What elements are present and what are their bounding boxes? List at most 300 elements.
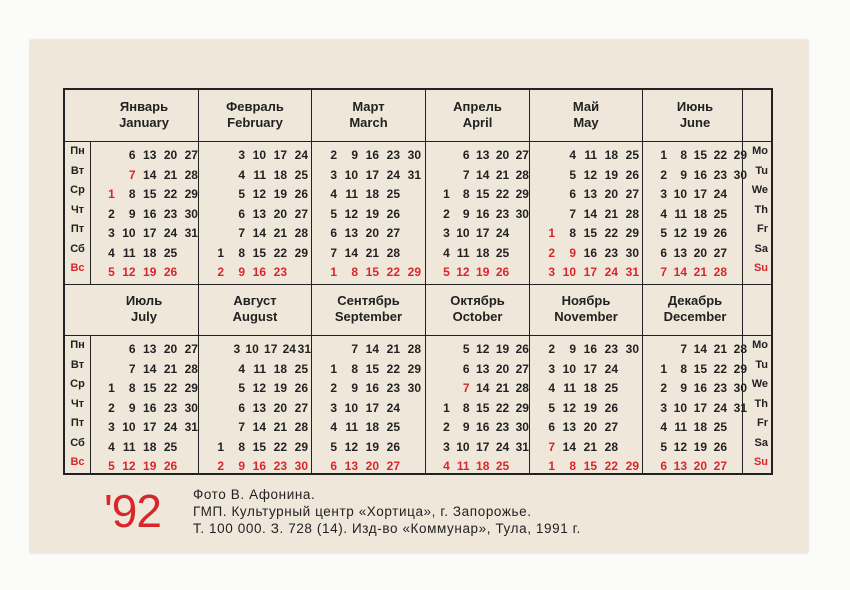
- day-cell: 10: [456, 226, 470, 240]
- week-row: [199, 418, 311, 438]
- day-cell: 18: [476, 459, 490, 473]
- day-cell: 2: [443, 206, 450, 221]
- month-name-ru: Сентябрь: [337, 293, 400, 308]
- day-cell: 17: [583, 361, 597, 376]
- day-cell: 12: [673, 226, 687, 240]
- day-cell: [430, 360, 450, 380]
- day-cell: 27: [294, 400, 308, 415]
- day-cell: 23: [163, 400, 178, 415]
- day-cell: 18: [583, 381, 597, 395]
- day-cell: 9: [238, 459, 245, 473]
- day-cell: 12: [476, 342, 490, 356]
- day-cell: 29: [625, 459, 639, 473]
- weekday-label-ru: Чт: [70, 203, 85, 216]
- day-cell: 4: [238, 167, 245, 182]
- day-cell: [727, 185, 747, 205]
- day-cell: 5: [330, 439, 337, 454]
- week-row: [312, 146, 425, 166]
- imprint-print-run: Т. 100 000. З. 728 (14). Изд-во «Коммунар», Тула, 1991 г.: [193, 521, 581, 536]
- weekday-label-en: Fr: [757, 223, 768, 235]
- day-cell: 30: [294, 459, 308, 473]
- day-cell: 29: [294, 245, 308, 260]
- month-name-en: January: [119, 115, 169, 130]
- day-cell: 4: [238, 361, 245, 376]
- day-cell: 30: [515, 206, 529, 221]
- day-cell: [203, 205, 224, 225]
- day-cell: 5: [238, 381, 245, 395]
- day-cell: 30: [407, 381, 421, 395]
- week-row: [426, 244, 529, 264]
- week-row: [643, 360, 747, 380]
- day-cell: 12: [456, 265, 470, 279]
- day-cell: 29: [733, 361, 747, 376]
- week-row: [530, 263, 642, 283]
- week-row: [90, 263, 198, 283]
- day-cell: 2: [108, 206, 115, 221]
- day-cell: [430, 166, 450, 186]
- month-name-en: June: [679, 115, 711, 130]
- week-row: [426, 399, 529, 419]
- day-cell: 30: [184, 206, 198, 221]
- day-cell: 29: [407, 265, 421, 279]
- month-september: [311, 284, 425, 473]
- weekday-label-en: Tu: [755, 358, 768, 371]
- day-cell: 12: [122, 459, 136, 473]
- day-cell: 20: [604, 187, 618, 201]
- day-cell: 26: [294, 187, 308, 201]
- day-cell: 13: [476, 148, 490, 162]
- day-cell: 22: [495, 187, 510, 201]
- year-mark: '92: [104, 485, 161, 537]
- day-cell: [400, 224, 421, 244]
- day-cell: 26: [495, 265, 510, 279]
- week-row: [426, 185, 529, 205]
- day-cell: 16: [583, 342, 597, 356]
- week-row: [199, 379, 311, 399]
- day-cell: [727, 263, 747, 283]
- day-cell: 16: [476, 420, 490, 434]
- day-cell: 1: [443, 187, 450, 201]
- day-cell: 5: [330, 206, 337, 221]
- imprint: [193, 486, 581, 537]
- day-cell: [618, 438, 639, 458]
- day-cell: 13: [252, 206, 266, 221]
- day-cell: [203, 224, 224, 244]
- month-name-ru: Февраль: [226, 99, 284, 114]
- month-name-en: August: [232, 309, 278, 324]
- month-header: [643, 90, 747, 142]
- day-cell: [400, 418, 421, 438]
- day-cell: 4: [443, 245, 450, 260]
- month-name-en: March: [349, 115, 388, 130]
- day-cell: [534, 146, 555, 166]
- day-cell: 7: [548, 439, 555, 454]
- day-cell: 4: [330, 420, 337, 434]
- week-row: [426, 205, 529, 225]
- week-row: [199, 360, 311, 380]
- day-cell: 19: [143, 265, 157, 279]
- day-cell: [534, 205, 555, 225]
- day-cell: 8: [462, 400, 470, 415]
- day-cell: 12: [344, 439, 358, 454]
- day-cell: 13: [143, 342, 157, 356]
- day-cell: 3: [238, 148, 245, 162]
- day-cell: 17: [273, 148, 287, 162]
- day-cell: 5: [569, 167, 576, 182]
- day-cell: 9: [462, 206, 470, 221]
- week-row: [312, 418, 425, 438]
- day-cell: 16: [143, 206, 157, 221]
- day-cell: 26: [386, 206, 400, 221]
- week-row: [426, 360, 529, 380]
- day-cell: [203, 418, 224, 438]
- day-cell: 23: [273, 459, 287, 473]
- day-cell: 19: [693, 226, 707, 240]
- month-july: [90, 284, 198, 473]
- month-name-ru: Апрель: [453, 99, 502, 114]
- weekday-label-ru: Чт: [70, 397, 85, 410]
- week-row: [643, 340, 747, 360]
- day-cell: 14: [365, 342, 379, 356]
- day-cell: 20: [693, 459, 707, 473]
- week-row: [312, 399, 425, 419]
- day-cell: 29: [294, 439, 308, 454]
- month-name-en: October: [452, 309, 503, 324]
- day-cell: 27: [184, 148, 198, 162]
- day-cell: 14: [562, 439, 576, 454]
- week-row: [530, 205, 642, 225]
- week-row: [312, 263, 425, 283]
- day-cell: 3: [548, 361, 555, 376]
- month-name-en: February: [227, 115, 283, 130]
- day-cell: 9: [128, 206, 136, 221]
- day-cell: 11: [674, 420, 687, 434]
- weekday-label-ru: Пт: [70, 417, 85, 429]
- day-cell: 2: [217, 265, 224, 279]
- week-row: [199, 146, 311, 166]
- day-cell: 1: [108, 187, 115, 201]
- week-row: [530, 438, 642, 458]
- day-cell: 31: [515, 439, 529, 454]
- day-cell: 25: [163, 245, 178, 260]
- day-cell: 30: [625, 245, 639, 260]
- day-cell: 19: [693, 439, 707, 454]
- day-cell: 19: [365, 439, 379, 454]
- day-cell: 13: [583, 187, 597, 201]
- day-cell: 8: [680, 361, 687, 376]
- day-cell: 12: [344, 206, 358, 221]
- day-cell: [203, 379, 224, 399]
- weekday-label-ru: Вс: [70, 262, 85, 274]
- day-cell: 28: [407, 342, 421, 356]
- day-cell: [287, 263, 308, 283]
- day-cell: 1: [217, 439, 224, 454]
- weekday-label-en: Su: [753, 262, 768, 274]
- day-cell: 28: [184, 167, 198, 182]
- day-cell: 6: [330, 226, 337, 240]
- calendar-half-top: [65, 90, 771, 285]
- day-cell: 3: [108, 226, 115, 240]
- day-cell: 6: [462, 148, 470, 162]
- day-cell: 29: [184, 187, 198, 201]
- month-name-ru: Октябрь: [450, 293, 505, 308]
- month-header: [312, 284, 425, 336]
- week-row: [426, 379, 529, 399]
- day-cell: 23: [495, 206, 510, 221]
- day-cell: 30: [625, 342, 639, 356]
- day-cell: [534, 166, 555, 186]
- day-cell: 11: [122, 439, 136, 454]
- week-row: [199, 438, 311, 458]
- day-cell: 8: [569, 459, 576, 473]
- day-cell: [177, 244, 198, 264]
- day-cell: 4: [443, 459, 450, 473]
- day-cell: 22: [713, 148, 727, 162]
- day-cell: 7: [351, 342, 358, 356]
- day-cell: 16: [252, 459, 266, 473]
- day-cell: [316, 340, 337, 360]
- day-cell: 6: [128, 342, 136, 356]
- day-cell: 28: [604, 439, 618, 454]
- day-cell: 4: [660, 206, 667, 221]
- weekday-label-en: Su: [753, 456, 768, 468]
- day-cell: 2: [330, 148, 337, 162]
- month-header: [426, 284, 529, 336]
- week-row: [90, 418, 198, 438]
- day-cell: [618, 360, 639, 380]
- week-row: [90, 340, 198, 360]
- day-cell: 4: [108, 245, 115, 260]
- day-cell: 19: [273, 187, 287, 201]
- month-header: [426, 90, 529, 142]
- day-cell: 21: [163, 167, 178, 182]
- day-cell: 23: [604, 342, 618, 356]
- day-cell: 2: [330, 381, 337, 395]
- day-cell: 8: [462, 187, 470, 201]
- imprint-publisher: ГМП. Культурный центр «Хортица», г. Запорожье.: [193, 504, 532, 519]
- week-row: [643, 263, 747, 283]
- day-cell: 11: [456, 245, 470, 260]
- day-cell: 9: [128, 400, 136, 415]
- day-cell: 28: [515, 381, 529, 395]
- day-cell: 17: [476, 226, 490, 240]
- month-january: [90, 90, 198, 284]
- week-row: [643, 457, 747, 477]
- day-cell: 7: [128, 167, 136, 182]
- weekday-label-ru: Пт: [70, 223, 85, 235]
- weekday-label-ru: Ср: [70, 378, 85, 390]
- month-name-ru: Декабрь: [667, 293, 723, 308]
- day-cell: 14: [143, 361, 157, 376]
- day-cell: 25: [163, 439, 178, 454]
- day-cell: 16: [693, 381, 707, 395]
- day-cell: 18: [365, 187, 379, 201]
- calendar-half-bottom: [65, 284, 771, 473]
- day-cell: [400, 205, 421, 225]
- day-cell: 10: [456, 439, 470, 454]
- day-cell: 20: [365, 226, 379, 240]
- day-cell: 27: [515, 361, 529, 376]
- weekday-label-en: Sa: [754, 242, 768, 255]
- day-cell: 1: [217, 245, 224, 260]
- day-cell: 2: [660, 381, 667, 395]
- day-cell: 26: [386, 439, 400, 454]
- day-cell: 21: [693, 265, 707, 279]
- month-august: [198, 284, 311, 473]
- day-cell: 11: [674, 206, 687, 221]
- day-cell: 26: [604, 400, 618, 415]
- month-february: [198, 90, 311, 284]
- day-cell: 27: [713, 459, 727, 473]
- week-row: [312, 185, 425, 205]
- day-cell: 25: [495, 459, 510, 473]
- day-cell: 7: [238, 226, 245, 240]
- day-cell: 19: [495, 342, 510, 356]
- week-row: [530, 360, 642, 380]
- day-cell: 14: [476, 381, 490, 395]
- week-row: [530, 224, 642, 244]
- month-october: [425, 284, 529, 473]
- day-cell: 25: [495, 245, 510, 260]
- day-cell: 24: [163, 226, 178, 240]
- day-cell: 26: [713, 439, 727, 454]
- day-cell: 10: [344, 400, 358, 415]
- week-row: [312, 340, 425, 360]
- day-cell: 22: [163, 381, 178, 395]
- day-cell: 12: [583, 167, 597, 182]
- day-cell: 17: [143, 420, 157, 434]
- month-header: [199, 90, 311, 142]
- day-cell: 24: [386, 400, 400, 415]
- day-cell: [618, 379, 639, 399]
- day-cell: 20: [163, 342, 178, 356]
- day-cell: 17: [365, 400, 379, 415]
- month-header: [90, 90, 198, 142]
- week-row: [312, 166, 425, 186]
- day-cell: 28: [515, 167, 529, 182]
- day-cell: 29: [515, 187, 529, 201]
- week-row: [90, 146, 198, 166]
- day-cell: 6: [238, 400, 245, 415]
- day-cell: [727, 438, 747, 458]
- day-cell: 12: [562, 400, 576, 415]
- day-cell: 6: [660, 245, 667, 260]
- week-row: [643, 146, 747, 166]
- day-cell: 9: [462, 420, 470, 434]
- day-cell: [94, 360, 115, 380]
- day-cell: 9: [238, 265, 245, 279]
- day-cell: 13: [673, 459, 687, 473]
- month-header: [312, 90, 425, 142]
- day-cell: 8: [238, 245, 245, 260]
- weekday-label-en: Mo: [752, 339, 768, 351]
- day-cell: 22: [604, 459, 618, 473]
- day-cell: 30: [733, 167, 747, 182]
- day-cell: 28: [625, 206, 639, 221]
- day-cell: 31: [733, 400, 747, 415]
- week-row: [426, 418, 529, 438]
- day-cell: 16: [143, 400, 157, 415]
- day-cell: 25: [294, 167, 308, 182]
- day-cell: 21: [273, 226, 287, 240]
- day-cell: [400, 185, 421, 205]
- day-cell: 24: [495, 439, 510, 454]
- weekday-label-en: Fr: [757, 417, 768, 429]
- day-cell: 18: [365, 420, 379, 434]
- day-cell: 10: [245, 342, 259, 356]
- month-header: [530, 284, 642, 336]
- month-name-ru: Ноябрь: [561, 293, 611, 308]
- week-row: [90, 224, 198, 244]
- day-cell: 14: [143, 167, 157, 182]
- month-may: [529, 90, 642, 284]
- day-cell: 28: [386, 245, 400, 260]
- day-cell: 8: [680, 148, 687, 162]
- day-cell: 26: [163, 265, 178, 279]
- day-cell: 25: [604, 381, 618, 395]
- month-name-ru: Март: [352, 99, 385, 114]
- day-cell: 19: [583, 400, 597, 415]
- week-row: [199, 205, 311, 225]
- week-row: [90, 399, 198, 419]
- day-cell: 2: [660, 167, 667, 182]
- day-cell: 27: [604, 420, 618, 434]
- day-cell: 1: [330, 265, 337, 279]
- week-row: [530, 146, 642, 166]
- day-cell: 18: [604, 148, 618, 162]
- day-cell: 3: [660, 400, 667, 415]
- day-cell: 26: [625, 167, 639, 182]
- day-cell: 8: [238, 439, 245, 454]
- day-cell: 26: [713, 226, 727, 240]
- week-row: [530, 340, 642, 360]
- week-row: [199, 224, 311, 244]
- day-cell: 10: [562, 265, 576, 279]
- day-cell: 19: [365, 206, 379, 221]
- month-april: [425, 90, 529, 284]
- day-cell: 24: [386, 167, 400, 182]
- day-cell: [727, 457, 747, 477]
- day-cell: 15: [365, 265, 379, 279]
- day-cell: 3: [108, 420, 115, 434]
- day-cell: 2: [217, 459, 224, 473]
- day-cell: 15: [143, 187, 157, 201]
- day-cell: 23: [713, 381, 727, 395]
- week-row: [90, 457, 198, 477]
- day-cell: 19: [604, 167, 618, 182]
- day-cell: 21: [495, 381, 510, 395]
- day-cell: 11: [345, 187, 358, 201]
- day-cell: 24: [604, 361, 618, 376]
- day-cell: 1: [108, 381, 115, 395]
- day-cell: 23: [495, 420, 510, 434]
- day-cell: 30: [184, 400, 198, 415]
- day-cell: 11: [122, 245, 136, 260]
- day-cell: 24: [713, 400, 727, 415]
- day-cell: [509, 457, 529, 477]
- day-cell: 2: [548, 245, 555, 260]
- weekday-label-ru: Сб: [70, 436, 85, 449]
- day-cell: 17: [583, 265, 597, 279]
- day-cell: [509, 244, 529, 264]
- week-row: [312, 244, 425, 264]
- weekday-label-en: Tu: [755, 164, 768, 177]
- day-cell: 22: [495, 400, 510, 415]
- day-cell: 7: [660, 265, 667, 279]
- week-row: [530, 166, 642, 186]
- day-cell: 18: [693, 206, 707, 221]
- day-cell: 28: [713, 265, 727, 279]
